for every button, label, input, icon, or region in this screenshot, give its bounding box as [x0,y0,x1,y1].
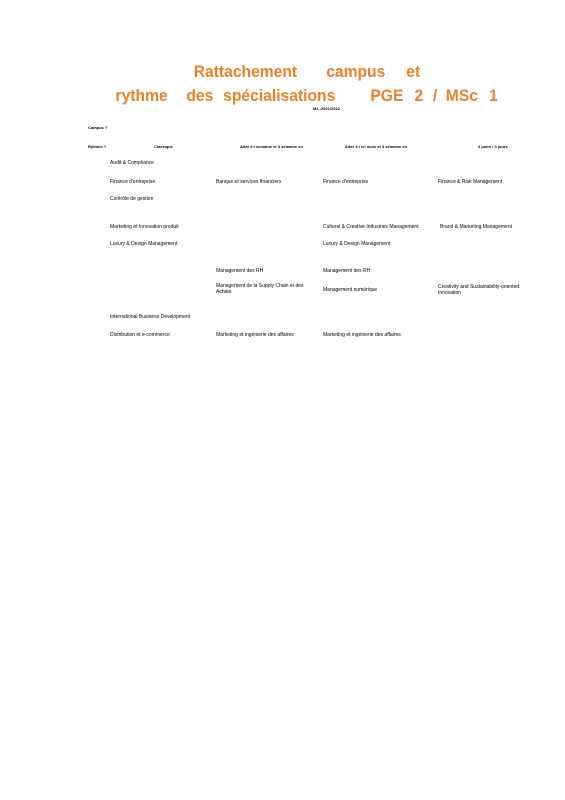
table-cell: Management des RH [323,268,371,274]
table-cell: Banque et services financiers [216,179,282,185]
table-cell: Marketing et ingénierie des affaires [323,332,401,338]
table-cell: Audit & Compliance [110,160,154,166]
title-word: rythme [115,86,168,105]
academic-year: M1 -2021/2022 [313,106,340,111]
campus-label: Campus ? [88,125,108,130]
rythme-label: Rythme ? [88,144,107,149]
table-cell: Marketing et ingénierie des affaires [216,332,294,338]
title-word: PGE [370,86,404,105]
column-header-alternance-1: Alter 4 t semaine et 3 semaine en [240,144,303,149]
title-word: 1 [489,86,498,105]
title-word: spécialisations [223,86,336,105]
column-header-classique: Classique [154,144,173,149]
table-cell: Finance d'entreprise [110,179,156,185]
table-cell: Marketing et Innovation produit [110,224,179,230]
table-cell: Creativity and Sustainability-oriented Innovation [438,284,520,296]
column-header-3-jours: 3 jours / 3 jours [478,144,508,149]
title-word: Rattachement [193,62,298,81]
table-cell: Luxury & Design Management [323,241,391,247]
table-cell: Brand & Marketing Management [440,224,512,230]
table-cell: Distribution et e-commerce [110,332,170,338]
title-word: MSc [445,86,478,105]
title-word: des [186,86,214,105]
title-word: 2 [414,86,424,105]
title-word: / [432,86,438,105]
table-cell: Finance d'entreprise [323,179,369,185]
table-cell: Luxury & Design Management [110,241,178,247]
table-cell: Finance & Risk Management [438,179,503,185]
table-cell: Management de la Supply Chain et des Achats [216,283,304,295]
title-word: et [406,62,421,81]
table-cell: Contrôle de gestion [110,196,154,202]
column-header-alternance-2: Alter 4 t en mois et 3 semaine en [345,144,408,149]
title-word: campus [326,62,386,81]
table-cell: International Business Development [110,314,191,320]
table-cell: Cultural & Creative Industries Management [323,224,419,230]
table-cell: Management des RH [216,268,264,274]
table-cell: Management numérique [323,287,378,293]
